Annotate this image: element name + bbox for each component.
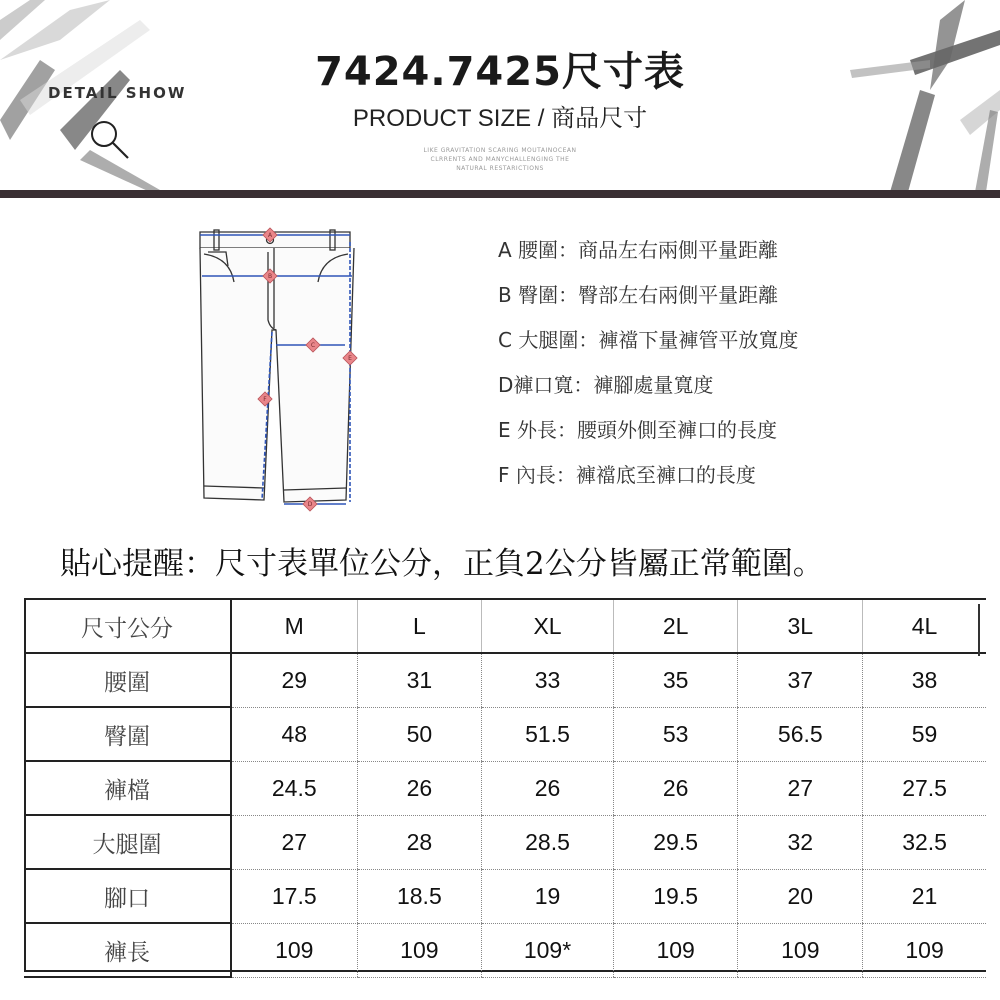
row-label-length: 褲長 bbox=[24, 923, 231, 977]
table-cell: 19.5 bbox=[613, 869, 738, 923]
pants-outline bbox=[200, 230, 354, 502]
svg-text:E: E bbox=[348, 355, 352, 362]
table-cell: 109 bbox=[231, 923, 357, 977]
table-row bbox=[24, 815, 986, 869]
legend-item-f: F 內長：褲襠底至褲口的長度 bbox=[498, 463, 756, 487]
table-cell: 56.5 bbox=[738, 707, 863, 761]
column-header-xl: XL bbox=[482, 600, 614, 653]
table-corner-cell: 尺寸公分 bbox=[24, 600, 231, 653]
size-table bbox=[24, 600, 986, 978]
table-cell: 21 bbox=[863, 869, 986, 923]
size-note: 貼心提醒：尺寸表單位公分，正負2公分皆屬正常範圍。 bbox=[60, 546, 824, 582]
column-header-m: M bbox=[231, 600, 357, 653]
table-cell: 27 bbox=[231, 815, 357, 869]
table-cell: 37 bbox=[738, 653, 863, 707]
table-cell: 32.5 bbox=[863, 815, 986, 869]
table-cell: 48 bbox=[231, 707, 357, 761]
table-cell: 28.5 bbox=[482, 815, 614, 869]
row-label-waist: 腰圍 bbox=[24, 653, 231, 707]
table-cell: 109* bbox=[482, 923, 614, 977]
table-cell: 109 bbox=[738, 923, 863, 977]
svg-text:A: A bbox=[267, 232, 273, 239]
table-cell: 20 bbox=[738, 869, 863, 923]
tagline-line-3: NATURAL RESTARICTIONS bbox=[456, 165, 544, 172]
table-row bbox=[24, 923, 986, 977]
table-cell: 26 bbox=[482, 761, 614, 815]
legend-item-d: D褲口寬：褲腳處量寬度 bbox=[498, 373, 714, 397]
page-subtitle: PRODUCT SIZE / 商品尺寸 bbox=[352, 105, 648, 132]
row-label-rise: 褲檔 bbox=[24, 761, 231, 815]
column-header-l: L bbox=[357, 600, 482, 653]
table-cell: 59 bbox=[863, 707, 986, 761]
column-header-3l: 3L bbox=[738, 600, 863, 653]
table-cell: 19 bbox=[482, 869, 614, 923]
legend-item-c: C 大腿圍：褲襠下量褲管平放寬度 bbox=[498, 328, 799, 352]
table-cell: 31 bbox=[357, 653, 482, 707]
table-cell: 109 bbox=[357, 923, 482, 977]
table-row bbox=[24, 653, 986, 707]
table-cell: 109 bbox=[613, 923, 738, 977]
page-title: 7424.7425尺寸表 bbox=[315, 49, 685, 95]
svg-text:C: C bbox=[310, 342, 316, 349]
measurement-legend bbox=[498, 232, 798, 502]
table-row bbox=[24, 869, 986, 923]
row-label-hem: 腳口 bbox=[24, 869, 231, 923]
column-header-2l: 2L bbox=[613, 600, 738, 653]
column-header-4l: 4L bbox=[863, 600, 986, 653]
pants-measurement-diagram bbox=[190, 218, 370, 518]
legend-item-e: E 外長：腰頭外側至褲口的長度 bbox=[498, 418, 777, 442]
table-header-row bbox=[24, 600, 986, 653]
table-cell: 29 bbox=[231, 653, 357, 707]
table-cell: 32 bbox=[738, 815, 863, 869]
table-cell: 53 bbox=[613, 707, 738, 761]
row-label-hip: 臀圍 bbox=[24, 707, 231, 761]
table-cell: 24.5 bbox=[231, 761, 357, 815]
table-cell: 28 bbox=[357, 815, 482, 869]
table-cell: 35 bbox=[613, 653, 738, 707]
table-row bbox=[24, 761, 986, 815]
table-cell: 29.5 bbox=[613, 815, 738, 869]
page-header bbox=[0, 0, 1000, 192]
table-cell: 27 bbox=[738, 761, 863, 815]
table-cell: 26 bbox=[613, 761, 738, 815]
row-label-thigh: 大腿圍 bbox=[24, 815, 231, 869]
table-cell: 27.5 bbox=[863, 761, 986, 815]
table-cell: 18.5 bbox=[357, 869, 482, 923]
table-cell: 26 bbox=[357, 761, 482, 815]
table-frame-right bbox=[978, 604, 980, 656]
detail-show-label: DETAIL SHOW bbox=[48, 84, 187, 102]
tagline-line-1: LIKE GRAVITATION SCARING MOUTAINOCEAN bbox=[423, 147, 577, 154]
header-divider-bar bbox=[0, 190, 1000, 198]
table-cell: 109 bbox=[863, 923, 986, 977]
legend-item-a: A 腰圍：商品左右兩側平量距離 bbox=[498, 238, 779, 262]
table-cell: 50 bbox=[357, 707, 482, 761]
table-cell: 51.5 bbox=[482, 707, 614, 761]
table-row bbox=[24, 707, 986, 761]
tagline bbox=[380, 146, 620, 173]
legend-item-b: B 臀圍：臀部左右兩側平量距離 bbox=[498, 283, 779, 307]
table-cell: 17.5 bbox=[231, 869, 357, 923]
table-cell: 33 bbox=[482, 653, 614, 707]
svg-text:D: D bbox=[307, 501, 313, 508]
svg-text:B: B bbox=[267, 273, 273, 280]
table-cell: 38 bbox=[863, 653, 986, 707]
svg-text:F: F bbox=[263, 396, 267, 403]
tagline-line-2: CLRRENTS AND MANYCHALLENGING THE bbox=[430, 156, 570, 163]
